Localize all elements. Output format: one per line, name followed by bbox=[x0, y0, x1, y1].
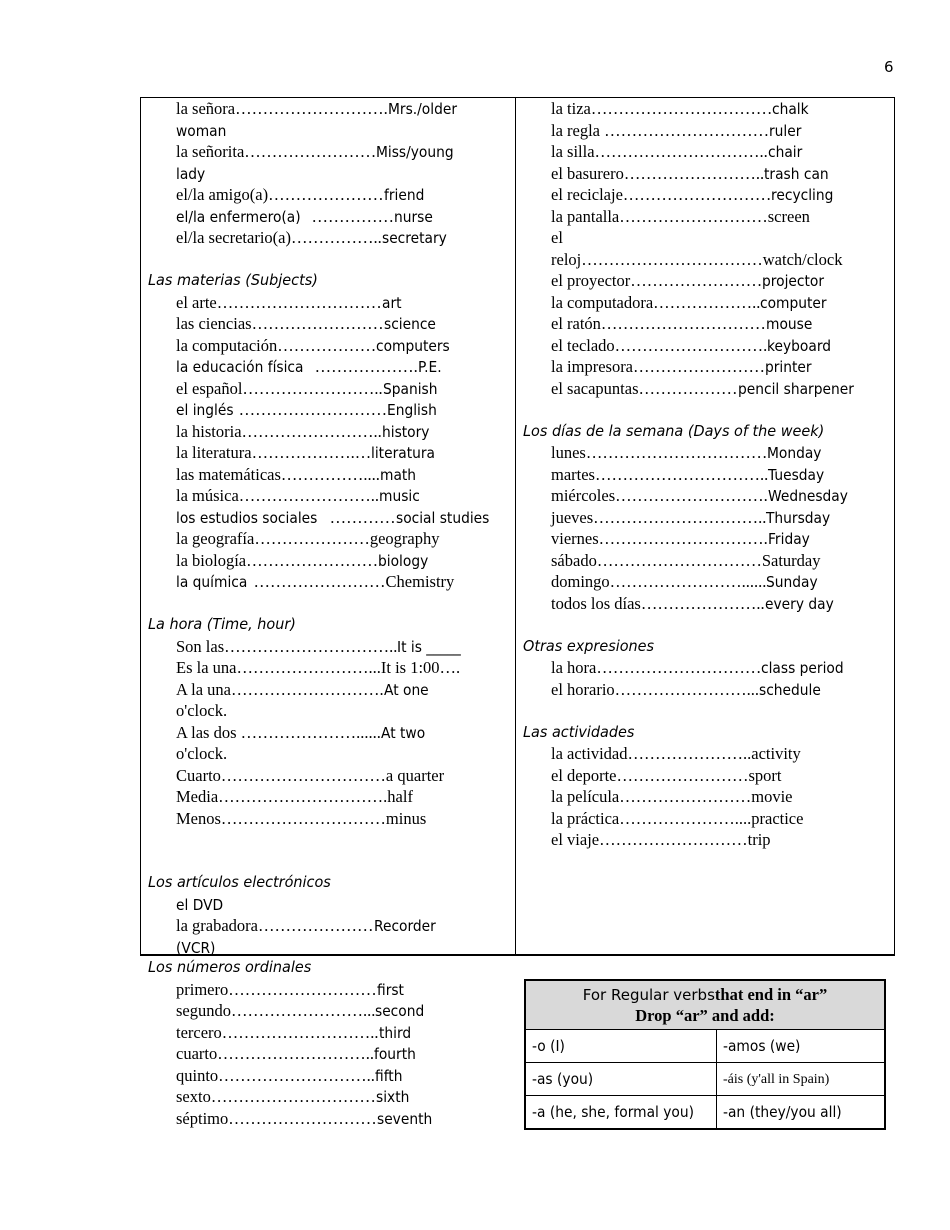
english-translation-continued: lady bbox=[176, 164, 206, 183]
verb-ending-plural: -an (they/you all) bbox=[723, 1102, 842, 1121]
vocab-entry bbox=[140, 399, 514, 421]
english-translation: social studies bbox=[395, 508, 489, 527]
vocab-entry bbox=[515, 550, 894, 572]
vocab-entry bbox=[140, 464, 514, 486]
vocab-entry bbox=[515, 184, 894, 206]
english-translation: nurse bbox=[393, 207, 433, 226]
english-translation: biology bbox=[378, 551, 429, 570]
spanish-term: la impresora…………………… bbox=[551, 357, 766, 376]
spanish-term: el teclado………………………. bbox=[551, 335, 768, 355]
english-translation-continued: woman bbox=[176, 121, 227, 140]
spanish-term: los estudios sociales bbox=[176, 508, 318, 527]
left-column bbox=[140, 98, 514, 958]
spanish-term: la literatura……………….… bbox=[176, 443, 372, 462]
english-translation-continued: (VCR) bbox=[176, 938, 216, 957]
spanish-term: quinto……………………….. bbox=[176, 1065, 375, 1085]
vocab-entry bbox=[515, 356, 894, 378]
spanish-term: ……………………… bbox=[238, 400, 388, 419]
english-translation: computers bbox=[376, 336, 451, 355]
vocab-entry bbox=[515, 227, 894, 249]
english-translation: pencil sharpener bbox=[737, 379, 854, 398]
english-translation: Spanish bbox=[382, 379, 438, 398]
english-translation: schedule bbox=[759, 680, 821, 699]
verb-ending-singular: -a (he, she, formal you) bbox=[532, 1102, 695, 1121]
vocab-entry bbox=[140, 356, 514, 378]
vocab-entry bbox=[515, 163, 894, 185]
vocab-entry bbox=[140, 786, 514, 808]
english-translation: screen bbox=[767, 206, 810, 226]
vocab-entry bbox=[140, 485, 514, 507]
spanish-term: …………………… bbox=[253, 572, 386, 591]
vocab-entry bbox=[140, 507, 514, 529]
spacer bbox=[140, 249, 514, 271]
vocab-entry bbox=[140, 765, 514, 787]
spanish-term: las matemáticas…………….... bbox=[176, 464, 380, 484]
spanish-term: martes………………………….. bbox=[551, 464, 769, 484]
spanish-term: ………………. bbox=[314, 357, 418, 376]
vocab-entry bbox=[515, 141, 894, 163]
english-translation: Sunday bbox=[766, 573, 819, 591]
spanish-term: el/la secretario(a)…………….. bbox=[176, 228, 382, 247]
english-translation: geography bbox=[369, 529, 440, 548]
english-translation: every day bbox=[764, 594, 834, 613]
english-translation: trash can bbox=[764, 164, 829, 183]
vocab-entry bbox=[140, 184, 514, 206]
english-translation: seventh bbox=[376, 1109, 432, 1128]
vocab-entry bbox=[140, 808, 514, 830]
spanish-term: ………… bbox=[329, 507, 396, 527]
spanish-term: tercero……………………….. bbox=[176, 1022, 379, 1042]
vocab-entry bbox=[515, 378, 894, 400]
english-translation: fourth bbox=[373, 1045, 416, 1063]
section-heading: La hora (Time, hour) bbox=[148, 615, 296, 633]
vocab-entry bbox=[140, 700, 514, 722]
spanish-term: el proyector…………………… bbox=[551, 271, 763, 290]
spanish-term: Media…………………………. bbox=[176, 787, 388, 806]
english-translation: activity bbox=[751, 744, 801, 763]
spanish-term: el/la amigo(a)………………… bbox=[176, 185, 384, 204]
spanish-term: la hora………………………… bbox=[551, 658, 762, 677]
spanish-term: el/la enfermero(a) bbox=[176, 207, 301, 226]
spacer bbox=[140, 851, 514, 873]
english-translation: fifth bbox=[374, 1066, 403, 1085]
section-heading: Los números ordinales bbox=[148, 958, 312, 976]
vocab-entry bbox=[515, 528, 894, 550]
spanish-term: la grabadora………………… bbox=[176, 916, 374, 935]
english-translation: a quarter bbox=[385, 765, 445, 785]
vocab-entry bbox=[140, 335, 514, 357]
english-translation: practice bbox=[751, 808, 804, 828]
spacer bbox=[515, 700, 894, 722]
spanish-term: la tiza…………………………… bbox=[551, 99, 773, 118]
english-translation: ruler bbox=[769, 121, 802, 140]
english-translation: watch/clock bbox=[762, 249, 843, 269]
spanish-term: la computación……………… bbox=[176, 335, 377, 355]
spanish-term: la música…………………….. bbox=[176, 486, 380, 505]
spanish-term: la geografía………………… bbox=[176, 529, 370, 548]
spanish-term: la computadora……………….. bbox=[551, 292, 761, 312]
english-translation: minus bbox=[385, 808, 427, 828]
section-heading: Los días de la semana (Days of the week) bbox=[523, 421, 825, 440]
vocab-entry bbox=[515, 249, 894, 271]
english-translation: third bbox=[378, 1023, 411, 1042]
english-translation: mouse bbox=[765, 315, 813, 333]
english-translation: first bbox=[376, 980, 404, 999]
section-heading: Las actividades bbox=[523, 722, 635, 741]
english-translation: science bbox=[383, 315, 436, 333]
verb-row bbox=[525, 1030, 885, 1063]
vocab-entry bbox=[140, 163, 514, 185]
spanish-term: la química bbox=[176, 573, 248, 591]
english-translation: Wednesday bbox=[767, 487, 848, 505]
spanish-term: Menos………………………… bbox=[176, 808, 386, 828]
vocab-entry bbox=[140, 979, 514, 1001]
vocab-entry bbox=[140, 937, 514, 959]
spanish-term: Cuarto………………………… bbox=[176, 765, 386, 785]
english-translation: Chemistry bbox=[385, 572, 455, 591]
english-translation: art bbox=[381, 293, 402, 312]
spanish-term-continued: o'clock. bbox=[176, 701, 228, 720]
page-number: 6 bbox=[884, 58, 894, 76]
english-translation: P.E. bbox=[417, 358, 442, 376]
spanish-term: la pantalla……………………… bbox=[551, 206, 768, 226]
spanish-term: el arte………………………… bbox=[176, 292, 382, 312]
vocab-entry bbox=[140, 636, 514, 658]
right-column bbox=[515, 98, 894, 851]
spanish-term: la práctica………………….... bbox=[551, 808, 752, 828]
spanish-term: la señora………………………. bbox=[176, 99, 388, 118]
english-translation: Saturday bbox=[761, 550, 821, 570]
vocab-entry bbox=[515, 657, 894, 679]
spanish-term: el inglés bbox=[176, 401, 234, 419]
vocab-entry bbox=[140, 227, 514, 249]
spanish-term: viernes…………………………. bbox=[551, 529, 768, 548]
spanish-term: primero……………………… bbox=[176, 979, 377, 999]
spanish-term: sábado………………………… bbox=[551, 550, 762, 570]
vocab-entry bbox=[140, 722, 514, 744]
vocab-entry bbox=[140, 1108, 514, 1130]
spacer bbox=[515, 614, 894, 636]
spanish-term: el español…………………….. bbox=[176, 378, 383, 398]
spanish-term: la regla ………………………… bbox=[551, 120, 770, 140]
english-translation: Monday bbox=[767, 444, 822, 462]
vocab-entry bbox=[515, 507, 894, 529]
vocab-entry bbox=[140, 206, 514, 228]
english-translation: Thursday bbox=[766, 508, 831, 527]
vocab-entry bbox=[140, 292, 514, 314]
english-translation: It is 1:00…. bbox=[380, 658, 461, 677]
vocab-entry bbox=[140, 1022, 514, 1044]
spanish-term: el viaje……………………… bbox=[551, 830, 748, 849]
spanish-term: el horario……………………... bbox=[551, 679, 760, 699]
spanish-term: domingo……………………...... bbox=[551, 572, 767, 591]
vocab-entry bbox=[140, 421, 514, 443]
english-translation: sixth bbox=[375, 1088, 410, 1106]
english-translation: literatura bbox=[371, 444, 436, 462]
spanish-term: las ciencias…………………… bbox=[176, 314, 384, 333]
section-heading: Otras expresiones bbox=[523, 636, 655, 655]
spanish-term: el basurero…………………….. bbox=[551, 163, 765, 183]
verb-conjugation-table bbox=[524, 979, 886, 1130]
vocab-entry bbox=[515, 786, 894, 808]
spanish-term: lunes…………………………… bbox=[551, 443, 768, 462]
vocab-entry bbox=[140, 679, 514, 701]
spanish-term: séptimo……………………… bbox=[176, 1108, 377, 1128]
english-translation: music bbox=[379, 487, 420, 505]
spanish-term: la educación física bbox=[176, 358, 304, 376]
vocab-entry bbox=[140, 894, 514, 916]
vocab-entry bbox=[515, 313, 894, 335]
ordinals-section bbox=[140, 957, 514, 1129]
vocab-entry bbox=[515, 98, 894, 120]
vocab-entry bbox=[140, 98, 514, 120]
verb-ending-plural: -amos (we) bbox=[723, 1036, 801, 1055]
verb-row bbox=[525, 1063, 885, 1096]
spanish-term: el DVD bbox=[176, 895, 224, 914]
spanish-term: todos los días………………….. bbox=[551, 593, 765, 613]
verb-table-header: For Regular verbsthat end in “ar” Drop “ar” and add: bbox=[525, 980, 885, 1030]
spanish-term: el sacapuntas……………… bbox=[551, 378, 738, 398]
english-translation: sport bbox=[748, 765, 782, 785]
vocab-entry bbox=[515, 765, 894, 787]
english-translation: secretary bbox=[381, 229, 447, 247]
spanish-term: A las dos …………………...... bbox=[176, 722, 381, 742]
english-translation: projector bbox=[762, 272, 825, 290]
spanish-term: la silla………………………….. bbox=[551, 142, 768, 161]
verb-row bbox=[525, 1096, 885, 1130]
spanish-term: A la una………………………. bbox=[176, 679, 384, 699]
english-translation: second bbox=[375, 1002, 425, 1020]
vocab-entry bbox=[140, 1000, 514, 1022]
vocab-entry bbox=[140, 743, 514, 765]
english-translation: computer bbox=[760, 293, 827, 312]
spanish-term: la biología…………………… bbox=[176, 550, 379, 570]
spanish-term: cuarto……………………….. bbox=[176, 1044, 374, 1063]
vocab-entry bbox=[140, 120, 514, 142]
vocab-entry bbox=[140, 1065, 514, 1087]
english-translation: friend bbox=[383, 186, 424, 204]
vocab-entry bbox=[515, 335, 894, 357]
vocab-entry bbox=[515, 485, 894, 507]
vocab-entry bbox=[515, 292, 894, 314]
vocab-entry bbox=[140, 378, 514, 400]
spanish-term: Es la una……………………... bbox=[176, 658, 381, 677]
vocab-entry bbox=[140, 550, 514, 572]
english-translation: chair bbox=[767, 143, 803, 161]
english-translation: half bbox=[387, 787, 413, 806]
verb-ending-plural: -áis (y'all in Spain) bbox=[723, 1072, 830, 1087]
vocab-entry bbox=[515, 120, 894, 142]
spanish-term: sexto………………………… bbox=[176, 1087, 376, 1106]
vocab-entry bbox=[140, 915, 514, 937]
spanish-term-continued: el bbox=[551, 228, 563, 247]
vocab-entry bbox=[140, 313, 514, 335]
english-translation: Tuesday bbox=[768, 465, 825, 484]
verb-ending-singular: -as (you) bbox=[532, 1069, 594, 1088]
vocab-entry bbox=[140, 528, 514, 550]
vocab-entry bbox=[515, 442, 894, 464]
verb-ending-singular: -o (I) bbox=[532, 1036, 565, 1055]
english-translation: Friday bbox=[767, 530, 810, 548]
english-translation: It is _____ bbox=[397, 637, 462, 656]
english-translation: At two bbox=[380, 723, 426, 742]
spanish-term-continued: o'clock. bbox=[176, 744, 228, 763]
vocab-entry bbox=[140, 571, 514, 593]
spanish-term: Son las………………………….. bbox=[176, 636, 398, 656]
spanish-term: el deporte…………………… bbox=[551, 765, 749, 785]
vocab-entry bbox=[515, 270, 894, 292]
vocab-entry bbox=[515, 206, 894, 228]
english-translation: English bbox=[387, 401, 437, 419]
spacer bbox=[140, 593, 514, 615]
spanish-term: el ratón………………………… bbox=[551, 314, 766, 333]
vocab-entry bbox=[515, 808, 894, 830]
vocab-entry bbox=[140, 1043, 514, 1065]
english-translation: chalk bbox=[772, 100, 809, 118]
spanish-term: la señorita…………………… bbox=[176, 142, 377, 161]
english-translation: Mrs./older bbox=[387, 100, 457, 118]
vocab-entry bbox=[140, 657, 514, 679]
english-translation: history bbox=[381, 422, 430, 441]
spacer bbox=[515, 399, 894, 421]
spanish-term: …………… bbox=[311, 206, 394, 226]
spanish-term: miércoles………………………. bbox=[551, 486, 768, 505]
vocab-entry bbox=[515, 464, 894, 486]
spacer bbox=[140, 829, 514, 851]
english-translation: trip bbox=[747, 830, 771, 849]
section-heading: Los artículos electrónicos bbox=[148, 873, 331, 891]
english-translation: Recorder bbox=[373, 917, 436, 935]
vocab-entry bbox=[140, 1086, 514, 1108]
english-translation: movie bbox=[751, 787, 793, 806]
english-translation: printer bbox=[765, 358, 812, 376]
vocab-entry bbox=[140, 141, 514, 163]
spanish-term: la película…………………… bbox=[551, 787, 752, 806]
vocab-entry bbox=[515, 593, 894, 615]
spanish-term: la historia…………………….. bbox=[176, 421, 382, 441]
spanish-term: el reciclaje……………………… bbox=[551, 185, 772, 204]
spanish-term: segundo……………………... bbox=[176, 1001, 376, 1020]
section-heading: Las materias (Subjects) bbox=[148, 271, 318, 289]
english-translation: At one bbox=[383, 680, 429, 699]
vocab-entry bbox=[515, 829, 894, 851]
vocab-entry bbox=[515, 679, 894, 701]
vocab-entry bbox=[515, 571, 894, 593]
english-translation: class period bbox=[761, 659, 844, 677]
vocab-entry bbox=[515, 743, 894, 765]
spanish-term: jueves………………………….. bbox=[551, 507, 767, 527]
english-translation: recycling bbox=[771, 186, 834, 204]
english-translation: Miss/young bbox=[376, 143, 454, 161]
spanish-term: la actividad………………….. bbox=[551, 744, 752, 763]
vocab-entry bbox=[140, 442, 514, 464]
english-translation: keyboard bbox=[767, 336, 832, 355]
spanish-term: reloj…………………………… bbox=[551, 249, 763, 269]
english-translation: math bbox=[379, 465, 416, 484]
